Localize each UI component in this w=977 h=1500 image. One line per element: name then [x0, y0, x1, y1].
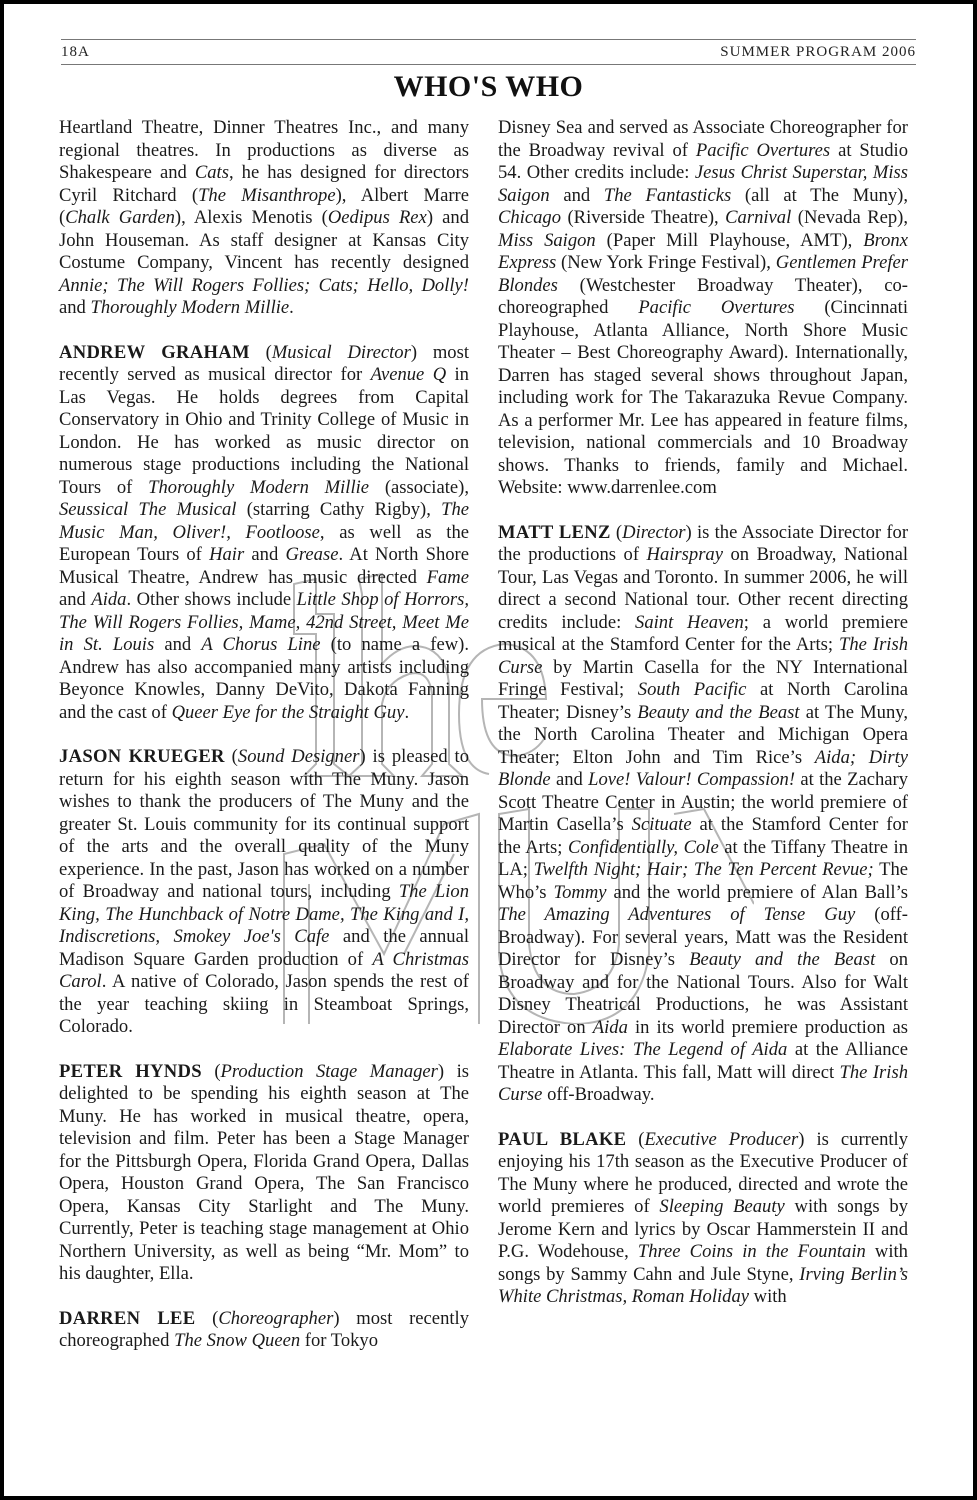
bio-role: Musical Director	[271, 341, 411, 363]
bio-name: ANDREW GRAHAM	[59, 341, 250, 363]
bio-role: Choreographer	[218, 1307, 334, 1329]
bio-name: DARREN LEE	[59, 1307, 196, 1329]
bio-matt-lenz: MATT LENZ (Director) is the Associate Director for the productions of Hairspray on Broadway, National Tour, Las Vegas and Toronto. In summer 2006, he will direct a second National tour. Other recent directing credits include: Saint Heaven; a world premiere musical at the Stamford Center for the Arts; The Irish Curse by Martin Casella for the NY International Fringe Festival; South Pacific at North Carolina Theater; Disney’s Beauty and the Beast at The Muny, the North Carolina Theater and Michigan Opera Theater; Elton John and Tim Rice’s Aida; Dirty Blonde and Love! Valour! Compassion! at the Zachary Scott Theatre Center in Austin; the world premiere of Martin Casella’s Scituate at the Stamford Center for the Arts; Confidentially, Cole at the Tiffany Theatre in LA; Twelfth Night; Hair; The Ten Percent Revue; The Who’s Tommy and the world premiere of Alan Ball’s The Amazing Adventures of Tense Guy (off-Broadway). For several years, Matt was the Resident Director for Disney’s Beauty and the Beast on Broadway and for the National Tours. Also for Walt Disney Theatrical Productions, he was Assistant Director on Aida in its world premiere production as Elaborate Lives: The Legend of Aida at the Alliance Theatre in Atlanta. This fall, Matt will direct The Irish Curse off-Broadway.	[498, 521, 909, 1105]
running-header	[61, 39, 916, 65]
bio-paul-blake: PAUL BLAKE (Executive Producer) is currently enjoying his 17th season as the Executive Producer of The Muny where he produced, directed and wrote the world premieres of Sleeping Beauty with songs by Jerome Kern and lyrics by Oscar Hammerstein II and P.G. Wodehouse, Three Coins in the Fountain with songs by Sammy Cahn and Jule Styne, Irving Berlin’s White Christmas, Roman Holiday with	[498, 1128, 909, 1307]
bio-role: Executive Producer	[644, 1128, 799, 1150]
page-number: 18A	[61, 43, 90, 60]
bio-peter-hynds: PETER HYNDS (Production Stage Manager) is delighted to be spending his eighth season at The Muny. He has worked in musical theatre, opera, television and film. Peter has been a Stage Manager for the Pittsburgh Opera, Florida Grand Opera, Dallas Opera, Houston Grand Opera, The San Francisco Opera, Kansas City Starlight and The Muny. Currently, Peter is teaching stage management at Ohio Northern University, as well as being “Mr. Mom” to his daughter, Ella.	[59, 1060, 469, 1284]
bio-name: MATT LENZ	[498, 521, 611, 543]
program-page	[4, 4, 973, 1496]
publication-title: SUMMER PROGRAM 2006	[720, 43, 916, 60]
bio-name: JASON KRUEGER	[59, 746, 225, 767]
bio-darren-lee: DARREN LEE (Choreographer) most recently choreographed The Snow Queen for Tokyo	[59, 1307, 469, 1351]
bio-continued: Heartland Theatre, Dinner Theatres Inc., and many regional theatres. In productions as diverse as Shakespeare and Cats, he has designed for directors Cyril Ritchard (The Misanthrope), Albert Marre (Chalk Garden), Alexis Menotis (Oedipus Rex) and John Houseman. As staff designer at Kansas City Costume Company, Vincent has recently designed Annie; The Will Rogers Follies; Cats; Hello, Dolly! and Thoroughly Modern Millie.	[59, 117, 469, 318]
left-column	[59, 117, 469, 1375]
section-title: WHO'S WHO	[393, 70, 584, 103]
bio-role: Director	[622, 521, 686, 543]
bio-name: PETER HYNDS	[59, 1060, 202, 1082]
bio-role: Production Stage Manager	[220, 1060, 438, 1082]
bio-jason-krueger: JASON KRUEGER (Sound Designer) is pleased to return for his eighth season with The Muny. Jason wishes to thank the producers of The Muny and the greater St. Louis community for its continual support of the arts and the overall quality of the Muny experience. In the past, Jason has worked on a number of Broadway and national tours, including The Lion King, The Hunchback of Notre Dame, The King and I, Indiscretions, Smokey Joe's Cafe and the annual Madison Square Garden production of A Christmas Carol. A native of Colorado, Jason spends the rest of the year teaching skiing in Steamboat Springs, Colorado.	[59, 746, 470, 1037]
bio-name: PAUL BLAKE	[498, 1128, 627, 1150]
bio-andrew-graham: ANDREW GRAHAM (Musical Director) most recently served as musical director for Avenue Q in Las Vegas. He holds degrees from Capital Conservatory in Ohio and Trinity College of Music in London. He has worked as music director on numerous stage productions including the National Tours of Thoroughly Modern Millie (associate), Seussical The Musical (starring Cathy Rigby), The Music Man, Oliver!, Footloose, as well as the European Tours of Hair and Grease. At North Shore Musical Theatre, Andrew has music directed Fame and Aida. Other shows include Little Shop of Horrors, The Will Rogers Follies, Mame, 42nd Street, Meet Me in St. Louis and A Chorus Line (to name a few). Andrew has also accompanied many artists including Beyonce Knowles, Danny DeVito, Dakota Fanning and the cast of Queer Eye for the Straight Guy.	[59, 341, 470, 723]
bio-darren-lee-continued: Disney Sea and served as Associate Choreographer for the Broadway revival of Pacific Overtures at Studio 54. Other credits include: Jesus Christ Superstar, Miss Saigon and The Fantasticks (all at The Muny), Chicago (Riverside Theatre), Carnival (Nevada Rep), Miss Saigon (Paper Mill Playhouse, AMT), Bronx Express (New York Fringe Festival), Gentlemen Prefer Blondes (Westchester Broadway Theater), co-choreographed Pacific Overtures (Cincinnati Playhouse, Atlanta Alliance, North Shore Music Theater – Best Choreography Award). Internationally, Darren has staged several shows throughout Japan, including work for The Takarazuka Revue Company. As a performer Mr. Lee has appeared in feature films, television, national commercials and 10 Broadway shows. Thanks to friends, family and Michael. Website: www.darrenlee.com	[498, 117, 909, 498]
right-column	[498, 117, 908, 1331]
bio-role: Sound Designer	[237, 746, 360, 767]
